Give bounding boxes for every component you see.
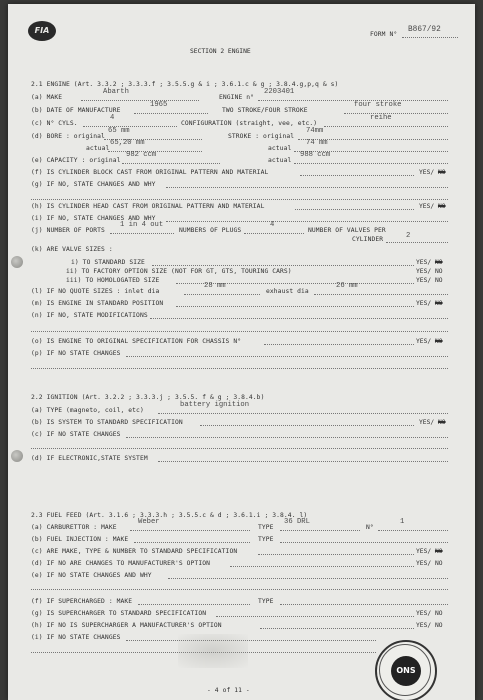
fia-logo: FIA — [28, 21, 56, 41]
supercharger-option-line — [260, 628, 414, 629]
factory-option-label: ii) TO FACTORY OPTION SIZE (NOT FOR GT, GTS, TOURING CARS) — [66, 268, 292, 275]
yes-option: YES — [416, 338, 428, 345]
plugs-line — [244, 233, 304, 234]
cylinders-line — [83, 126, 177, 127]
exhaust-dia-value: 26 mm — [336, 282, 358, 290]
no-option: NO — [434, 277, 443, 284]
fuel-heading: 2.3 FUEL FEED (Art. 3.1.6 ; 3.3.3.h ; 3.5.5.c & d ; 3.6.1.i ; 3.8.4. l) — [31, 512, 308, 519]
chassis-spec-line — [264, 344, 414, 345]
inlet-dia-label: (l) IF NO QUOTE SIZES : inlet dia — [31, 288, 160, 295]
no-option: NO — [434, 622, 443, 629]
no-option: NO — [437, 203, 446, 210]
cylinders-value: 4 — [110, 114, 115, 122]
ignition-standard-label: (b) IS SYSTEM TO STANDARD SPECIFICATION — [31, 419, 183, 426]
form-page — [8, 4, 475, 700]
stroke-type-line — [344, 113, 448, 114]
capacity-original-value: 982 ccm — [126, 151, 157, 159]
ignition-type-value: battery ignition — [180, 401, 250, 409]
bore-actual-value: 65,20 mm — [110, 139, 145, 147]
capacity-original-line — [122, 163, 220, 164]
block-changes-label: (g) IF NO, STATE CHANGES AND WHY — [31, 181, 156, 188]
supercharger-make-label: (f) IF SUPERCHARGED : MAKE — [31, 598, 133, 605]
homologated-size-label: iii) TO HOMOLOGATED SIZE — [66, 277, 160, 284]
capacity-actual-label: actual — [268, 157, 292, 164]
form-number-value: B867/92 — [408, 26, 441, 34]
injection-make-line — [134, 542, 250, 543]
engine-changes-line — [126, 356, 448, 357]
supercharger-make-line — [138, 604, 250, 605]
modifications-line-2 — [31, 331, 448, 332]
standard-position-yes-no — [416, 300, 443, 307]
standard-size-yes-no — [416, 259, 443, 266]
yes-option: YES — [419, 169, 431, 176]
slash: / — [427, 610, 432, 617]
page-number: - 4 of 11 - — [207, 687, 250, 694]
embossed-mark — [178, 634, 248, 668]
ports-label: (j) NUMBER OF PORTS — [31, 227, 105, 234]
standard-size-label: i) TO STANDARD SIZE — [71, 259, 145, 266]
valves-value: 2 — [406, 232, 411, 240]
standard-position-label: (m) IS ENGINE IN STANDARD POSITION — [31, 300, 164, 307]
manufacturer-option-label: (d) IF NO ARE CHANGES TO MANUFACTURER'S OPTION — [31, 560, 210, 567]
head-cast-label: (h) IS CYLINDER HEAD CAST FROM ORIGINAL PATTERN AND MATERIAL — [31, 203, 265, 210]
slash: / — [427, 259, 432, 266]
supercharger-changes-line — [126, 640, 376, 641]
form-number-line — [402, 37, 458, 38]
no-option: NO — [434, 338, 443, 345]
yes-option: YES — [419, 419, 431, 426]
yes-option: YES — [416, 300, 428, 307]
factory-option-yes-no — [416, 268, 443, 275]
engine-changes-line-2 — [31, 368, 448, 369]
yes-option: YES — [416, 259, 428, 266]
make-line — [81, 100, 199, 101]
ports-value: 1 in 4 out — [120, 221, 164, 229]
carburettor-type-line — [280, 530, 360, 531]
carburettor-type-value: 36 DRL — [284, 518, 310, 526]
electronic-system-label: (d) IF ELECTRONIC,STATE SYSTEM — [31, 455, 148, 462]
chassis-spec-label: (o) IS ENGINE TO ORIGINAL SPECIFICATION FOR CHASSIS N° — [31, 338, 242, 345]
injection-type-label: TYPE — [258, 536, 274, 543]
engine-heading: 2.1 ENGINE (Art. 3.3.2 ; 3.3.3.f ; 3.5.5.g & i ; 3.6.1.c & g ; 3.8.4.g,p,q & s) — [31, 81, 339, 88]
homologated-size-yes-no — [416, 277, 443, 284]
standard-spec-label: (c) ARE MAKE, TYPE & NUMBER TO STANDARD SPECIFICATION — [31, 548, 238, 555]
stamp-logo: ONS — [391, 656, 421, 686]
engine-no-value: 2203401 — [264, 88, 295, 96]
valves-label-cylinder: CYLINDER — [352, 236, 384, 243]
chassis-spec-yes-no — [416, 338, 443, 345]
head-changes-label: (i) IF NO, STATE CHANGES AND WHY — [31, 215, 156, 222]
slash: / — [430, 169, 435, 176]
configuration-value: reihe — [370, 114, 392, 122]
injection-make-label: (b) FUEL INJECTION : MAKE — [31, 536, 129, 543]
slash: / — [427, 560, 432, 567]
fuel-changes-line — [168, 578, 448, 579]
configuration-line — [324, 126, 448, 127]
head-cast-line — [295, 209, 414, 210]
exhaust-dia-line — [314, 294, 448, 295]
make-label: (a) MAKE — [31, 94, 63, 101]
carburettor-make-value: Weber — [138, 518, 160, 526]
standard-spec-line — [258, 554, 414, 555]
supercharger-changes-label: (i) IF NO STATE CHANGES — [31, 634, 121, 641]
modifications-label: (n) IF NO, STATE MODIFICATIONS — [31, 312, 148, 319]
cylinders-label: (c) N° CYLS. — [31, 120, 78, 127]
supercharger-standard-line — [216, 616, 414, 617]
slash: / — [427, 277, 432, 284]
bore-original-label: (d) BORE : original — [31, 133, 105, 140]
standard-size-line — [152, 265, 414, 266]
date-line — [134, 113, 208, 114]
no-option: NO — [434, 300, 443, 307]
slash: / — [427, 338, 432, 345]
block-cast-yes-no — [419, 169, 446, 176]
bore-actual-label: actual — [86, 145, 110, 152]
plugs-value: 4 — [270, 221, 275, 229]
supercharger-type-label: TYPE — [258, 598, 274, 605]
capacity-actual-value: 988 ccm — [300, 151, 331, 159]
yes-option: YES — [416, 610, 428, 617]
make-value: Abarth — [103, 88, 129, 96]
no-option: NO — [434, 259, 443, 266]
ports-line — [110, 233, 174, 234]
valve-sizes-label: (k) ARE VALVE SIZES : — [31, 246, 113, 253]
no-option: NO — [434, 268, 443, 275]
fuel-changes-line-2 — [31, 589, 448, 590]
valves-line — [386, 242, 448, 243]
ignition-type-label: (a) TYPE (magneto, coil, etc) — [31, 407, 144, 414]
ignition-standard-yes-no — [419, 419, 446, 426]
supercharger-option-label: (h) IF NO IS SUPERCHARGER A MANUFACTURER'S OPTION — [31, 622, 222, 629]
date-value: 1965 — [150, 101, 168, 109]
no-option: NO — [434, 548, 443, 555]
slash: / — [427, 622, 432, 629]
stroke-original-value: 74mm — [306, 127, 324, 135]
fuel-changes-label: (e) IF NO STATE CHANGES AND WHY — [31, 572, 152, 579]
engine-changes-label: (p) IF NO STATE CHANGES — [31, 350, 121, 357]
ons-stamp — [375, 640, 437, 700]
carburettor-no-value: 1 — [400, 518, 405, 526]
stroke-original-label: STROKE : original — [228, 133, 295, 140]
manufacturer-option-line — [230, 566, 414, 567]
carburettor-make-label: (a) CARBURETTOR : MAKE — [31, 524, 117, 531]
exhaust-dia-label: exhaust dia — [266, 288, 309, 295]
ignition-changes-line-2 — [31, 448, 448, 449]
carburettor-make-line — [130, 530, 250, 531]
capacity-original-label: (e) CAPACITY : original — [31, 157, 121, 164]
valves-label: NUMBER OF VALVES PER — [308, 227, 386, 234]
standard-position-line — [176, 306, 414, 307]
slash: / — [427, 268, 432, 275]
block-changes-line — [166, 187, 448, 188]
yes-option: YES — [416, 268, 428, 275]
slash: / — [430, 203, 435, 210]
inlet-dia-value: 28 mm — [204, 282, 226, 290]
block-changes-line-2 — [31, 199, 448, 200]
no-option: NO — [434, 560, 443, 567]
punch-hole-lower — [11, 450, 23, 462]
configuration-label: CONFIGURATION (straight, vee, etc.) — [181, 120, 318, 127]
slash: / — [427, 300, 432, 307]
plugs-label: NUMBERS OF PLUGS — [179, 227, 242, 234]
stroke-actual-value: 74 mm — [306, 139, 328, 147]
yes-option: YES — [416, 560, 428, 567]
ignition-standard-line — [200, 425, 414, 426]
carburettor-no-label: N° — [366, 524, 374, 531]
stroke-type-value: four stroke — [354, 101, 402, 109]
stroke-actual-label: actual — [268, 145, 292, 152]
electronic-system-line — [158, 461, 448, 462]
bore-original-value: 65 mm — [108, 127, 130, 135]
stroke-type-label: TWO STROKE/FOUR STROKE — [222, 107, 308, 114]
yes-option: YES — [416, 622, 428, 629]
slash: / — [430, 419, 435, 426]
carburettor-no-line — [378, 530, 448, 531]
manufacturer-option-yes-no — [416, 560, 443, 567]
standard-spec-yes-no — [416, 548, 443, 555]
injection-type-line — [280, 542, 448, 543]
supercharger-option-yes-no — [416, 622, 443, 629]
supercharger-standard-label: (g) IS SUPERCHARGER TO STANDARD SPECIFICATION — [31, 610, 207, 617]
ignition-changes-line — [126, 437, 448, 438]
ignition-heading: 2.2 IGNITION (Art. 3.2.2 ; 3.3.3.j ; 3.5.5. f & g ; 3.8.4.b) — [31, 394, 265, 401]
head-changes-line — [166, 221, 448, 222]
form-number-label: FORM N° — [370, 31, 398, 38]
head-cast-yes-no — [419, 203, 446, 210]
yes-option: YES — [416, 548, 428, 555]
ignition-type-line — [158, 413, 448, 414]
no-option: NO — [437, 169, 446, 176]
engine-no-label: ENGINE n° — [219, 94, 255, 101]
inlet-dia-line — [184, 294, 260, 295]
no-option: NO — [437, 419, 446, 426]
slash: / — [427, 548, 432, 555]
section-title: SECTION 2 ENGINE — [190, 48, 251, 55]
supercharger-standard-yes-no — [416, 610, 443, 617]
engine-no-line — [258, 100, 448, 101]
capacity-actual-line — [294, 163, 448, 164]
punch-hole-upper — [11, 256, 23, 268]
modifications-line — [150, 318, 448, 319]
yes-option: YES — [416, 277, 428, 284]
block-cast-label: (f) IS CYLINDER BLOCK CAST FROM ORIGINAL PATTERN AND MATERIAL — [31, 169, 269, 176]
block-cast-line — [300, 175, 414, 176]
yes-option: YES — [419, 203, 431, 210]
no-option: NO — [434, 610, 443, 617]
ignition-changes-label: (c) IF NO STATE CHANGES — [31, 431, 121, 438]
carburettor-type-label: TYPE — [258, 524, 274, 531]
supercharger-type-line — [280, 604, 448, 605]
date-label: (b) DATE OF MANUFACTURE — [31, 107, 121, 114]
